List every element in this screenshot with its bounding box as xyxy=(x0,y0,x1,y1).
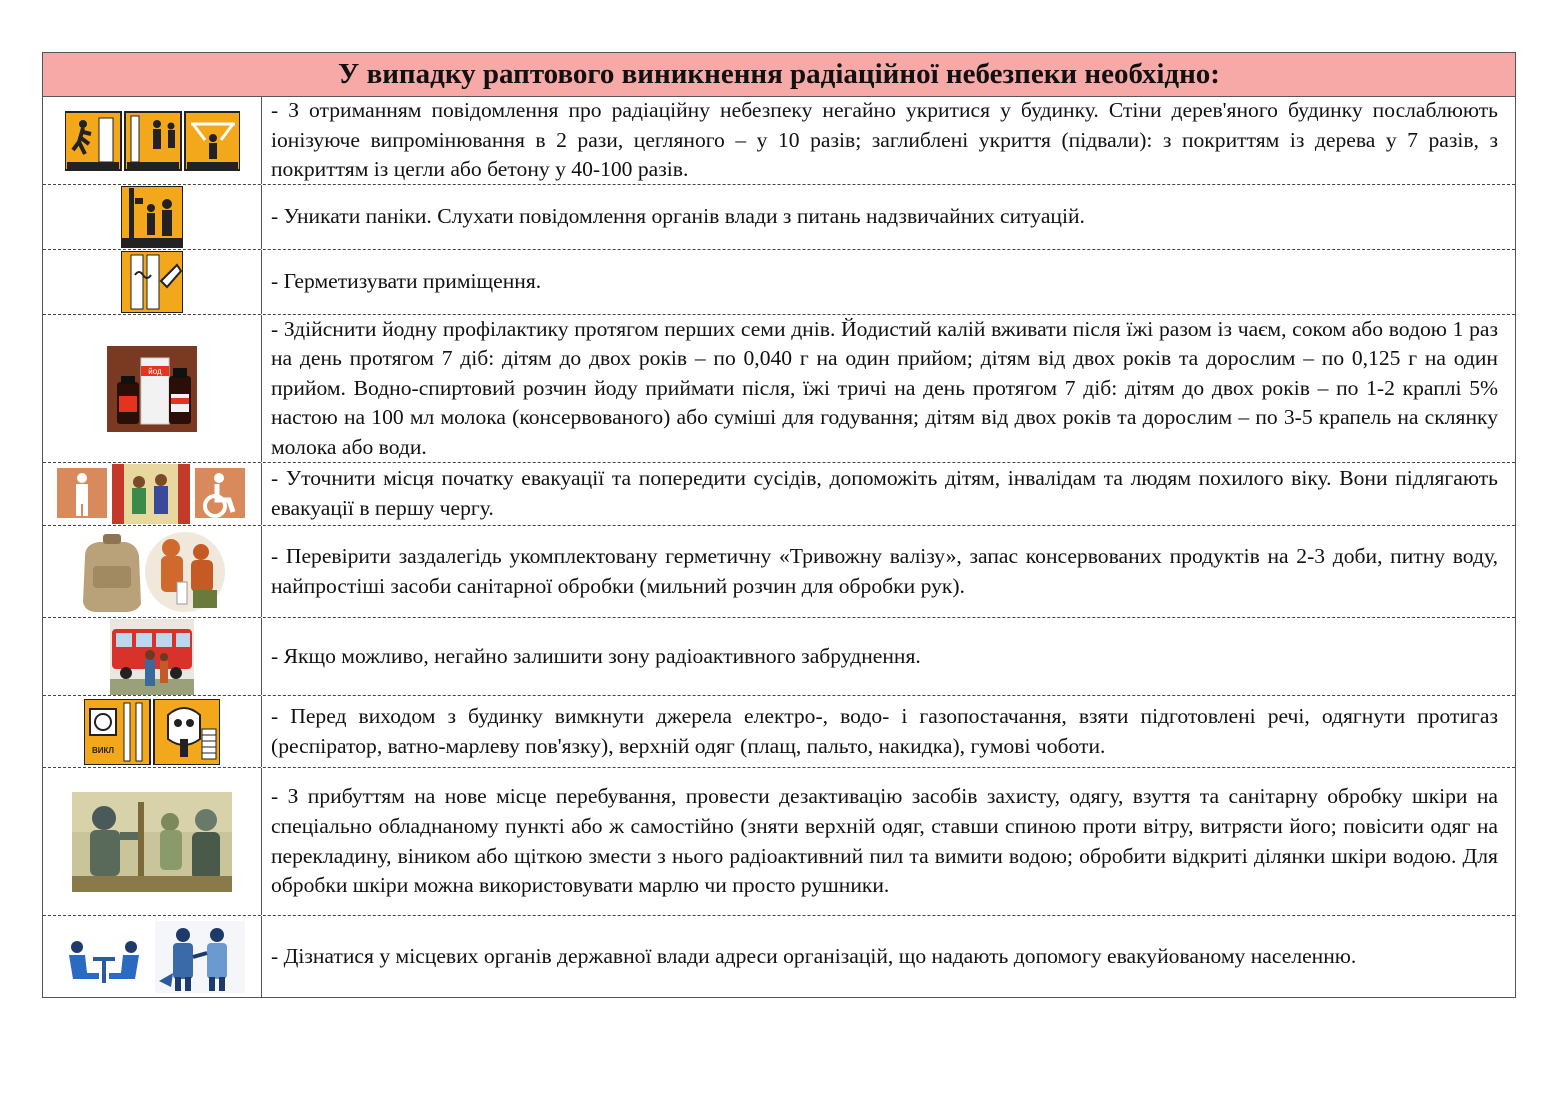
table-row xyxy=(43,463,1515,526)
table-row xyxy=(43,97,1515,185)
decontamination-icon xyxy=(72,792,232,892)
row-text-cell xyxy=(262,618,1515,695)
icon-cell xyxy=(43,463,262,525)
row-text-cell xyxy=(262,696,1515,767)
instruction-text: - Перед виходом з будинку вимкнути джерела електро-, водо- і газопостачання, взяти підготовлені речі, одягнути протигаз (респіратор, ватно-марлеву пов'язку), верхній одяг (плащ, пальто, накидка), гумові чоботи. xyxy=(271,703,1498,758)
instruction-text: - Уточнити місця початку евакуації та попередити сусідів, допоможіть дітям, інвалідам та людям похилого віку. Вони підлягають евакуації в першу чергу. xyxy=(271,466,1498,520)
instruction-text: - З отриманням повідомлення про радіаційну небезпеку негайно укритися у будинку. Стіни дерев'яного будинку послаблюють іонізуюче випромінювання в 2 рази, цегляного – у 10 разів; заглиблені укриття (підвали): з покриттям із дерева у 7 разів, з покриттям із цегли або бетону у 40-100 разів. xyxy=(271,98,1498,182)
table-row xyxy=(43,768,1515,916)
iodine-bottles-icon xyxy=(107,346,197,432)
page-title: У випадку раптового виникнення радіаційної небезпеки необхідно: xyxy=(338,58,1220,90)
instruction-text: - З прибуттям на нове місце перебування, провести дезактивацію засобів захисту, одягу, взуття та санітарну обробку шкіри на спеціально обладнаному пункті або ж самостійно (зняти верхній одяг, ставши спиною проти вітру, витрясти його; повісити одяг на перекладину, віником або щіткою змести з нього радіоактивний пил та вимити водою; обробити відкриті ділянки шкіри водою. Для обробки шкіри можна використовувати марлю чи просто рушники. xyxy=(271,784,1498,898)
gas-mask-icon xyxy=(84,699,220,765)
listen-radio-icon xyxy=(121,186,183,248)
icon-cell xyxy=(43,618,262,695)
instruction-text: - Перевірити заздалегідь укомплектовану герметичну «Тривожну валізу», запас консервованих продуктів на 2-3 доби, питну воду, найпростіші засоби санітарної обробки (мильний розчин для обробки рук). xyxy=(271,543,1498,598)
instruction-text: - Герметизувати приміщення. xyxy=(271,269,542,294)
row-text-cell xyxy=(262,463,1515,525)
evacuation-help-icon xyxy=(57,464,247,524)
row-text-cell xyxy=(262,250,1515,314)
icon-cell xyxy=(43,250,262,314)
row-text-cell xyxy=(262,916,1515,997)
table-row xyxy=(43,185,1515,250)
icon-cell xyxy=(43,526,262,617)
table-row xyxy=(43,916,1515,997)
table-row xyxy=(43,696,1515,768)
row-text-cell xyxy=(262,185,1515,249)
iodine-label: йод xyxy=(148,366,162,376)
row-text-cell xyxy=(262,315,1515,462)
icon-cell xyxy=(43,696,262,767)
officials-meeting-icon xyxy=(59,921,245,993)
evacuation-bus-icon xyxy=(110,619,194,695)
emergency-backpack-icon xyxy=(77,530,227,614)
icon-cell xyxy=(43,315,262,462)
row-text-cell xyxy=(262,526,1515,617)
instruction-text: - Здійснити йодну профілактику протягом перших семи днів. Йодистий калій вживати після їжі разом із чаєм, соком або водою 1 раз на день протягом 7 діб: дітям до двох років – по 0,040 г на один прийом; дітям від двох років та дорослим – по 0,125 г на один прийом. Водно-спиртовий розчин йоду приймати після, їжі тричі на день протягом 7 діб: дітям до двох років – по 1-2 краплі 5% настою на 100 мл молока (консервованого) або суміші для годування; дітям від двох років та дорослим – по 3-5 крапель на склянку молока або води. xyxy=(271,316,1498,459)
row-text-cell xyxy=(262,768,1515,915)
table-row xyxy=(43,526,1515,618)
table-row xyxy=(43,315,1515,463)
panel-label: ВИКЛ xyxy=(91,745,115,755)
row-text-cell xyxy=(262,97,1515,184)
icon-cell xyxy=(43,97,262,184)
table-row xyxy=(43,250,1515,315)
shelter-building-icon xyxy=(65,110,240,172)
table-header xyxy=(43,53,1515,97)
instruction-text: - Якщо можливо, негайно залишити зону радіоактивного забруднення. xyxy=(271,643,921,668)
table-row xyxy=(43,618,1515,696)
icon-cell xyxy=(43,768,262,915)
icon-cell xyxy=(43,185,262,249)
seal-window-icon xyxy=(121,251,183,313)
instruction-text: - Уникати паніки. Слухати повідомлення органів влади з питань надзвичайних ситуацій. xyxy=(271,204,1085,229)
instruction-text: - Дізнатися у місцевих органів державної влади адреси організацій, що надають допомогу евакуйованому населенню. xyxy=(271,943,1357,968)
icon-cell xyxy=(43,916,262,997)
instruction-table xyxy=(42,52,1516,998)
